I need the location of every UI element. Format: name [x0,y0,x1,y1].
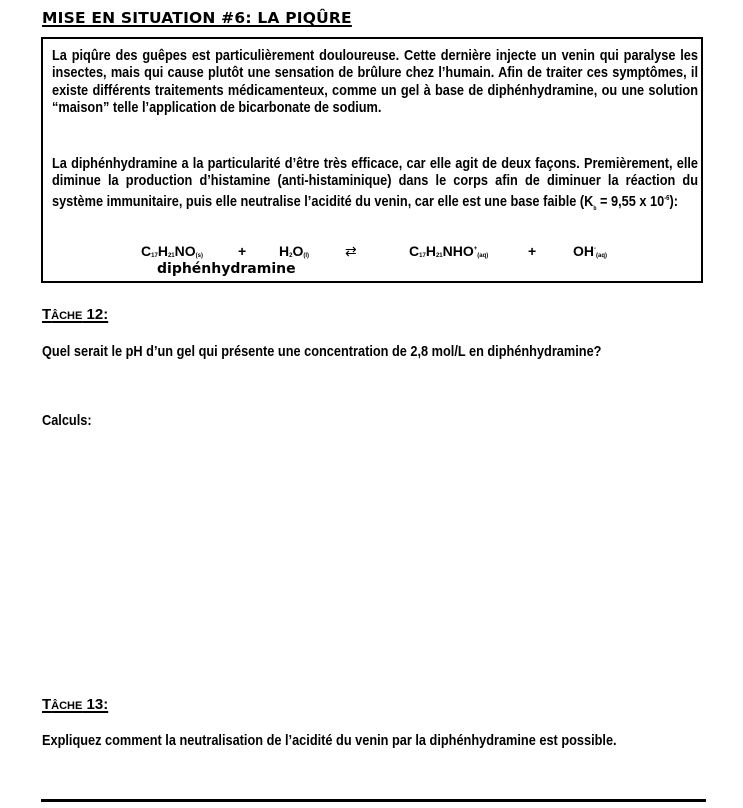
reactant-name-label: diphénhydramine [157,261,296,277]
equilibrium-arrow-icon: ⇄ [345,243,357,259]
kb-value: = 9,55 x 10 [596,192,665,210]
paragraph-2-end: ): [669,192,678,210]
task-13-question [42,732,682,749]
context-box [41,37,703,283]
reactant-water-formula: $H_2O_{(l)}$ [279,243,310,259]
product-protonated-formula: $C_{17}H_{21}NHO^+_{(aq)}$ [409,243,489,259]
task-13-heading: TÂCHE 13: [42,696,109,713]
task-12-question-text: Quel serait le pH d’un gel qui présente une concentration de 2,8 mol/L en diphénhydramine? [42,343,602,360]
chemical-equation [43,243,701,283]
kb-exponent: -6 [664,194,670,202]
kb-subscript: b [593,205,597,212]
answer-line[interactable] [41,799,706,802]
context-paragraph-1-text: La piqûre des guêpes est particulièrement douloureuse. Cette dernière injecte un venin qui paralyse les insectes, mais qui cause plutôt une sensation de brûlure chez l’humain. Afin de traiter ces symptômes, il existe différents traitements médicamenteux, comme un gel à base de diphénhydramine, ou une solution “maison” telle l’application de bicarbonate de sodium. [52,47,698,116]
task-12-heading: TÂCHE 12: [42,306,109,323]
paragraph-2-body: La diphénhydramine a la particularité d’être très efficace, car elle agit de deux façons. Premièrement, elle diminue la production d’histamine (anti-histaminique) dans le corps afin de diminuer la réaction du système immunitaire, puis elle neutralise l’acidité du venin, car elle est une base faible (K [52,155,698,210]
reactant-diphenhydramine-formula: $C_{17}H_{21}NO_{(s)}$ [141,243,203,259]
product-hydroxide-formula: $OH^-_{(aq)}$ [573,243,607,259]
context-paragraph-1 [52,47,698,116]
calculs-answer-area[interactable] [42,440,702,690]
task-12-question [42,343,682,360]
plus-sign-1: + [238,243,247,259]
plus-sign-2: + [528,243,537,259]
page-title: MISE EN SITUATION #6: LA PIQÛRE [42,9,352,27]
context-paragraph-2 [52,155,698,218]
task-13-question-text: Expliquez comment la neutralisation de l’acidité du venin par la diphénhydramine est possible. [42,732,617,749]
context-paragraph-2-text [52,155,698,218]
calculs-label: Calculs: [42,412,92,429]
